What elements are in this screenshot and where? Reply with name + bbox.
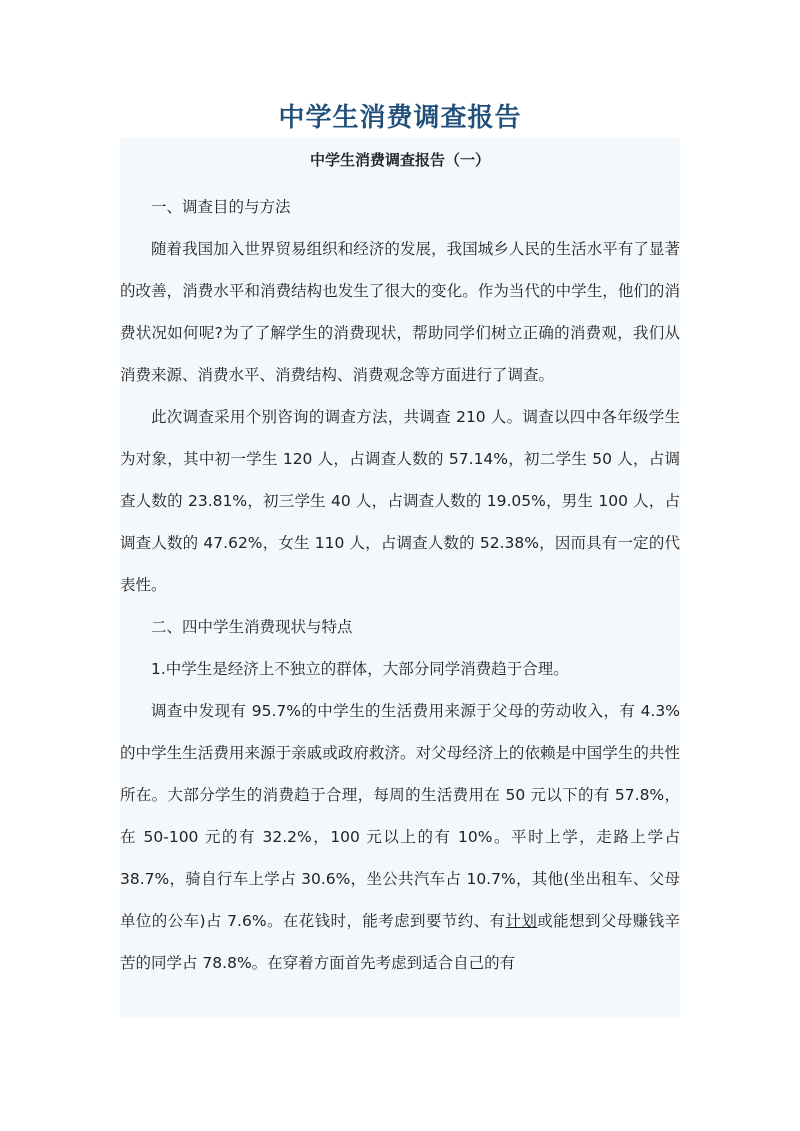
section-heading-purpose: 一、调查目的与方法 [151,198,291,216]
paragraph-background: 随着我国加入世界贸易组织和经济的发展，我国城乡人民的生活水平有了显著的改善，消费水平和消费结构也发生了很大的变化。作为当代的中学生，他们的消费状况如何呢?为了了解学生的消费现状，帮助同学们树立正确的消费观，我们从消费来源、消费水平、消费结构、消费观念等方面进行了调查。 [120,240,680,384]
report-body [120,186,680,984]
page-title: 中学生消费调查报告 [278,103,522,133]
content-panel [120,138,680,1018]
plan-link[interactable]: 计划 [505,912,538,930]
findings-text-1: 调查中发现有 95.7%的中学生的生活费用来源于父母的劳动收入，有 4.3%的中学生生活费用来源于亲戚或政府救济。对父母经济上的依赖是中国学生的共性所在。大部分学生的消费趋于合理，每周的生活费用在 50 元以下的有 57.8%，在 50-100 元的有 32.2%，100 元以上的有 10%。平时上学，走路上学占 38.7%，骑自行车上学占 30.6%，坐公共汽车占 10.7%，其他(坐出租车、父母单位的公车)占 7.6%。在花钱时，能考虑到要节约、有 [120,702,680,930]
findings-text-2: 或能想到父母赚钱辛苦的同学占 78.8%。在穿着方面首先考虑到适合自己的有 [120,912,680,972]
paragraph-findings [120,690,680,984]
section-heading-status: 二、四中学生消费现状与特点 [151,618,353,636]
report-subtitle: 中学生消费调查报告（一） [309,151,490,169]
point-1: 1.中学生是经济上不独立的群体，大部分同学消费趋于合理。 [151,660,569,678]
paragraph-method: 此次调查采用个别咨询的调查方法，共调查 210 人。调查以四中各年级学生为对象，其中初一学生 120 人，占调查人数的 57.14%，初二学生 50 人，占调查人数的 23.81%，初三学生 40 人，占调查人数的 19.05%，男生 100 人，占调查人数的 47.62%，女生 110 人，占调查人数的 52.38%，因而具有一定的代表性。 [120,408,680,594]
